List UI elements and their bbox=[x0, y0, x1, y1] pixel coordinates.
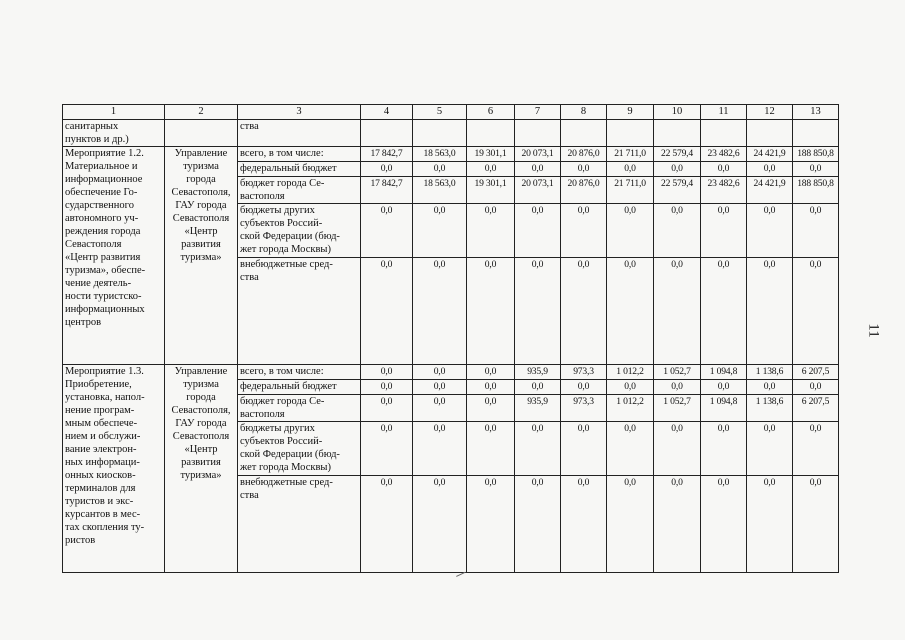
value-cell: 0,0 bbox=[361, 395, 413, 422]
measure-name-cell bbox=[63, 147, 165, 365]
continuation-empty-cell bbox=[561, 120, 607, 147]
value-cell: 0,0 bbox=[654, 476, 701, 573]
value-cell: 188 850,8 bbox=[793, 147, 839, 162]
value-cell: 0,0 bbox=[654, 380, 701, 395]
funding-source-cell bbox=[238, 177, 361, 204]
executor-cell bbox=[165, 147, 238, 365]
page-number: 11 bbox=[865, 323, 882, 338]
value-cell: 0,0 bbox=[467, 204, 515, 258]
funding-source-text: бюджет города Се- вастополя bbox=[240, 396, 325, 420]
budget-table bbox=[62, 104, 839, 573]
value-cell: 18 563,0 bbox=[413, 147, 467, 162]
value-cell: 0,0 bbox=[607, 380, 654, 395]
column-header-2: 2 bbox=[165, 105, 238, 120]
continuation-empty-cell bbox=[747, 120, 793, 147]
value-cell: 0,0 bbox=[361, 422, 413, 476]
value-cell: 0,0 bbox=[607, 476, 654, 573]
value-cell: 0,0 bbox=[413, 162, 467, 177]
value-cell: 23 482,6 bbox=[701, 177, 747, 204]
continuation-name-cell bbox=[63, 120, 165, 147]
value-cell: 0,0 bbox=[654, 204, 701, 258]
funding-source-text: внебюджетные сред- ства bbox=[240, 259, 333, 283]
value-cell: 1 052,7 bbox=[654, 365, 701, 380]
funding-source-text: внебюджетные сред- ства bbox=[240, 477, 333, 501]
value-cell: 0,0 bbox=[413, 422, 467, 476]
value-cell: 0,0 bbox=[701, 380, 747, 395]
funding-source-cell bbox=[238, 365, 361, 380]
value-cell: 0,0 bbox=[413, 365, 467, 380]
value-cell: 22 579,4 bbox=[654, 147, 701, 162]
value-cell: 0,0 bbox=[515, 422, 561, 476]
value-cell: 0,0 bbox=[701, 422, 747, 476]
executor-text: Управление туризма города Севастополя, ГАУ города Севастополя «Центр развития туризма» bbox=[171, 366, 231, 481]
value-cell: 21 711,0 bbox=[607, 177, 654, 204]
value-cell: 1 094,8 bbox=[701, 395, 747, 422]
value-cell: 0,0 bbox=[361, 476, 413, 573]
value-cell: 23 482,6 bbox=[701, 147, 747, 162]
value-cell: 0,0 bbox=[561, 380, 607, 395]
executor-text: Управление туризма города Севастополя, ГАУ города Севастополя «Центр развития туризма» bbox=[171, 148, 231, 263]
value-cell: 0,0 bbox=[793, 204, 839, 258]
value-cell: 0,0 bbox=[361, 162, 413, 177]
value-cell: 0,0 bbox=[747, 422, 793, 476]
value-cell: 0,0 bbox=[793, 380, 839, 395]
value-cell: 6 207,5 bbox=[793, 365, 839, 380]
funding-source-text: бюджет города Се- вастополя bbox=[240, 178, 325, 202]
continuation-empty-cell bbox=[654, 120, 701, 147]
continuation-name-text: санитарных пунктов и др.) bbox=[65, 121, 129, 145]
value-cell: 0,0 bbox=[561, 162, 607, 177]
value-cell: 973,3 bbox=[561, 395, 607, 422]
value-cell: 17 842,7 bbox=[361, 147, 413, 162]
value-cell: 0,0 bbox=[515, 380, 561, 395]
continuation-empty-cell bbox=[607, 120, 654, 147]
value-cell: 188 850,8 bbox=[793, 177, 839, 204]
value-cell: 1 012,2 bbox=[607, 395, 654, 422]
value-cell: 0,0 bbox=[361, 380, 413, 395]
continuation-empty-cell bbox=[467, 120, 515, 147]
funding-source-cell bbox=[238, 147, 361, 162]
value-cell: 0,0 bbox=[747, 204, 793, 258]
value-cell: 0,0 bbox=[467, 476, 515, 573]
value-cell: 21 711,0 bbox=[607, 147, 654, 162]
value-cell: 22 579,4 bbox=[654, 177, 701, 204]
value-cell: 24 421,9 bbox=[747, 177, 793, 204]
value-cell: 0,0 bbox=[654, 162, 701, 177]
value-cell: 0,0 bbox=[467, 380, 515, 395]
funding-source-cell bbox=[238, 258, 361, 365]
value-cell: 0,0 bbox=[701, 204, 747, 258]
column-header-6: 6 bbox=[467, 105, 515, 120]
continuation-empty-cell bbox=[793, 120, 839, 147]
funding-source-text: всего, в том числе: bbox=[240, 148, 324, 159]
value-cell: 0,0 bbox=[361, 365, 413, 380]
value-cell: 1 138,6 bbox=[747, 395, 793, 422]
value-cell: 0,0 bbox=[654, 258, 701, 365]
value-cell: 0,0 bbox=[747, 380, 793, 395]
value-cell: 0,0 bbox=[561, 422, 607, 476]
value-cell: 0,0 bbox=[701, 162, 747, 177]
value-cell: 0,0 bbox=[413, 204, 467, 258]
value-cell: 0,0 bbox=[607, 422, 654, 476]
funding-source-text: всего, в том числе: bbox=[240, 366, 324, 377]
column-header-13: 13 bbox=[793, 105, 839, 120]
value-cell: 0,0 bbox=[793, 422, 839, 476]
value-cell: 0,0 bbox=[701, 476, 747, 573]
value-cell: 0,0 bbox=[413, 395, 467, 422]
column-header-3: 3 bbox=[238, 105, 361, 120]
value-cell: 24 421,9 bbox=[747, 147, 793, 162]
funding-source-cell bbox=[238, 204, 361, 258]
value-cell: 1 138,6 bbox=[747, 365, 793, 380]
funding-source-text: федеральный бюджет bbox=[240, 163, 337, 174]
continuation-source-cell bbox=[238, 120, 361, 147]
column-header-10: 10 bbox=[654, 105, 701, 120]
measure-name-text: Мероприятие 1.3. Приобретение, установка, напол- нение програм- мным обеспече- нием и обслужи- вание электрон- ных информаци- онных киосков- терминалов для туристов и экс- курсантов в мес- тах скопления ту- ристов bbox=[65, 366, 145, 546]
column-header-9: 9 bbox=[607, 105, 654, 120]
value-cell: 0,0 bbox=[654, 422, 701, 476]
value-cell: 0,0 bbox=[361, 258, 413, 365]
value-cell: 0,0 bbox=[701, 258, 747, 365]
value-cell: 0,0 bbox=[515, 204, 561, 258]
value-cell: 20 876,0 bbox=[561, 147, 607, 162]
value-cell: 0,0 bbox=[467, 162, 515, 177]
measure-name-cell bbox=[63, 365, 165, 573]
value-cell: 935,9 bbox=[515, 365, 561, 380]
column-header-7: 7 bbox=[515, 105, 561, 120]
value-cell: 0,0 bbox=[747, 476, 793, 573]
value-cell: 0,0 bbox=[413, 258, 467, 365]
table-row-continuation bbox=[63, 120, 839, 147]
funding-source-text: бюджеты других субъектов Россий- ской Федерации (бюд- жет города Москвы) bbox=[240, 423, 340, 473]
continuation-source-text: ства bbox=[240, 121, 259, 132]
value-cell: 0,0 bbox=[793, 162, 839, 177]
measure-name-text: Мероприятие 1.2. Материальное и информационное обеспечение Го- сударственного автономного уч- реждения города Севастополя «Центр развития туризма», обеспе- чение деятель- ности туристско- информационных центров bbox=[65, 148, 146, 328]
value-cell: 0,0 bbox=[361, 204, 413, 258]
executor-cell bbox=[165, 365, 238, 573]
value-cell: 0,0 bbox=[607, 204, 654, 258]
value-cell: 20 073,1 bbox=[515, 147, 561, 162]
continuation-empty-cell bbox=[361, 120, 413, 147]
table-header-row bbox=[63, 105, 839, 120]
value-cell: 0,0 bbox=[413, 380, 467, 395]
table-row bbox=[63, 147, 839, 162]
value-cell: 0,0 bbox=[515, 162, 561, 177]
value-cell: 17 842,7 bbox=[361, 177, 413, 204]
funding-source-text: бюджеты других субъектов Россий- ской Федерации (бюд- жет города Москвы) bbox=[240, 205, 340, 255]
value-cell: 20 876,0 bbox=[561, 177, 607, 204]
value-cell: 0,0 bbox=[561, 476, 607, 573]
funding-source-cell bbox=[238, 395, 361, 422]
funding-source-cell bbox=[238, 476, 361, 573]
value-cell: 0,0 bbox=[467, 422, 515, 476]
value-cell: 0,0 bbox=[793, 476, 839, 573]
funding-source-cell bbox=[238, 380, 361, 395]
value-cell: 973,3 bbox=[561, 365, 607, 380]
column-header-12: 12 bbox=[747, 105, 793, 120]
value-cell: 0,0 bbox=[607, 162, 654, 177]
table-row bbox=[63, 365, 839, 380]
value-cell: 1 012,2 bbox=[607, 365, 654, 380]
value-cell: 0,0 bbox=[747, 162, 793, 177]
continuation-empty-cell bbox=[515, 120, 561, 147]
value-cell: 1 052,7 bbox=[654, 395, 701, 422]
value-cell: 0,0 bbox=[607, 258, 654, 365]
column-header-11: 11 bbox=[701, 105, 747, 120]
value-cell: 0,0 bbox=[467, 258, 515, 365]
continuation-executor-cell bbox=[165, 120, 238, 147]
value-cell: 19 301,1 bbox=[467, 147, 515, 162]
continuation-empty-cell bbox=[413, 120, 467, 147]
column-header-5: 5 bbox=[413, 105, 467, 120]
value-cell: 0,0 bbox=[747, 258, 793, 365]
value-cell: 0,0 bbox=[467, 365, 515, 380]
value-cell: 18 563,0 bbox=[413, 177, 467, 204]
value-cell: 6 207,5 bbox=[793, 395, 839, 422]
continuation-empty-cell bbox=[701, 120, 747, 147]
value-cell: 0,0 bbox=[515, 258, 561, 365]
funding-source-text: федеральный бюджет bbox=[240, 381, 337, 392]
value-cell: 935,9 bbox=[515, 395, 561, 422]
value-cell: 0,0 bbox=[515, 476, 561, 573]
value-cell: 19 301,1 bbox=[467, 177, 515, 204]
column-header-1: 1 bbox=[63, 105, 165, 120]
value-cell: 1 094,8 bbox=[701, 365, 747, 380]
column-header-4: 4 bbox=[361, 105, 413, 120]
value-cell: 20 073,1 bbox=[515, 177, 561, 204]
column-header-8: 8 bbox=[561, 105, 607, 120]
value-cell: 0,0 bbox=[467, 395, 515, 422]
funding-source-cell bbox=[238, 162, 361, 177]
value-cell: 0,0 bbox=[561, 204, 607, 258]
value-cell: 0,0 bbox=[561, 258, 607, 365]
value-cell: 0,0 bbox=[793, 258, 839, 365]
value-cell: 0,0 bbox=[413, 476, 467, 573]
funding-source-cell bbox=[238, 422, 361, 476]
